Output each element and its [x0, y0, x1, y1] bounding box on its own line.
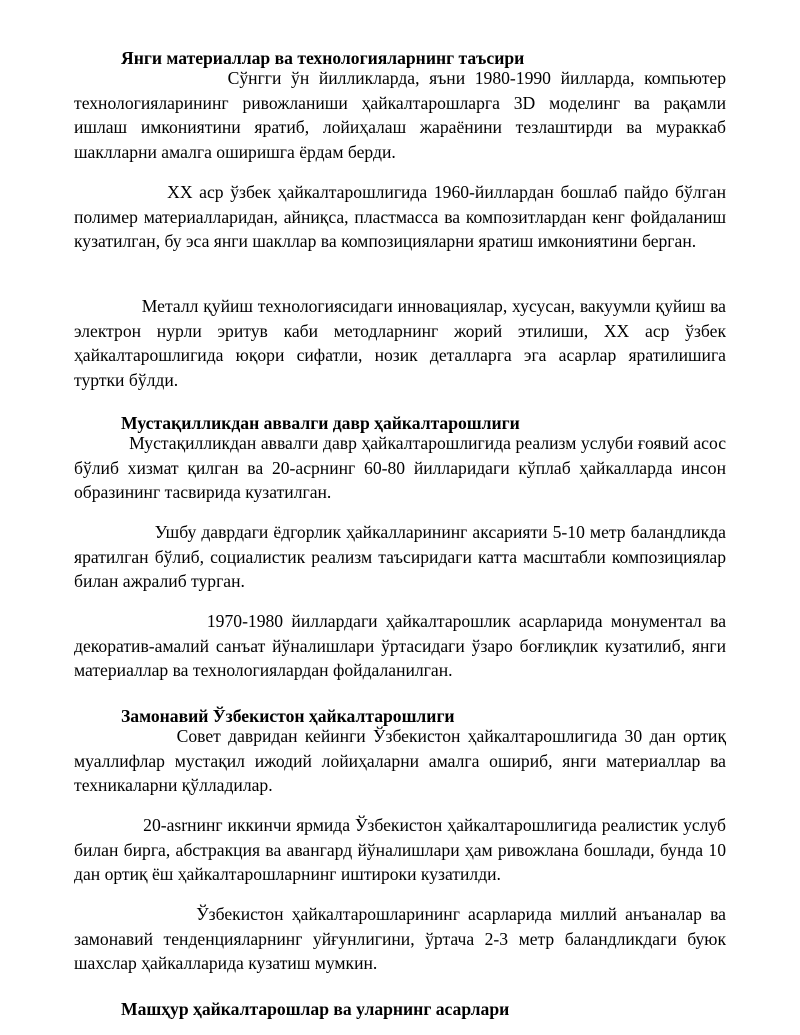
paragraph: Металл қуйиш технологиясидаги инновациялар, хусусан, вакуумли қуйиш ва электрон нурли эритув каби методларнинг жорий этилиши, ХХ аср ўзбек ҳайкалтарошлигида юқори сифатли, нозик деталларга эга асарлар яратилишига туртки бўлди. — [74, 296, 726, 390]
paragraph: Совет давридан кейинги Ўзбекистон ҳайкалтарошлигида 30 дан ортиқ муаллифлар мустақил ижодий лойиҳаларни амалга ошириб, янги материаллар ва техникаларни қўлладилар. — [74, 726, 726, 795]
paragraph: ХХ аср ўзбек ҳайкалтарошлигида 1960-йиллардан бошлаб пайдо бўлган полимер материалларидан, айниқса, пластмасса ва композитлардан кенг фойдаланиш кузатилган, бу эса янги шакллар ва композицияларни яратиш имкониятини берган. — [74, 182, 726, 251]
paragraph: Ўзбекистон ҳайкалтарошларининг асарларида миллий анъаналар ва замонавий тенденцияларнинг уйғунлигини, ўртача 2-3 метр баландликдаги буюк шахслар ҳайкалларида кузатиш мумкин. — [74, 904, 726, 973]
paragraph: Сўнгги ўн йилликларда, яъни 1980-1990 йилларда, компьютер технологияларининг ривожланиши ҳайкалтарошларга 3D моделинг ва рақамли ишлаш имкониятини яратиб, лойиҳалаш жараёнини тезлаштирди ва мураккаб шаклларни амалга оширишга ёрдам берди. — [74, 68, 726, 162]
paragraph: 20-asrнинг иккинчи ярмида Ўзбекистон ҳайкалтарошлигида реалистик услуб билан бирга, абстракция ва авангард йўналишлари ҳам ривожлана бошлади, бунда 10 дан ортиқ ёш ҳайкалтарошларнинг иштироки кузатилди. — [74, 815, 726, 884]
section-heading-pre-independence: Мустақилликдан аввалги давр ҳайкалтарошлиги — [121, 413, 520, 433]
paragraph: Ушбу даврдаги ёдгорлик ҳайкалларининг аксарияти 5-10 метр баландликда яратилган бўлиб, социалистик реализм таъсиридаги катта масштабли композициялар билан ажралиб турган. — [74, 522, 726, 591]
paragraph: 1970-1980 йиллардаги ҳайкалтарошлик асарларида монументал ва декоратив-амалий санъат йўналишлари ўртасидаги ўзаро боғлиқлик кузатилиб, янги материаллар ва технологиялардан фойдаланилган. — [74, 611, 726, 680]
paragraph: Мустақилликдан аввалги давр ҳайкалтарошлигида реализм услуби ғоявий асос бўлиб хизмат қилган ва 20-асрнинг 60-80 йилларидаги кўплаб ҳайкалларда инсон образининг тасвирида кузатилган. — [74, 433, 726, 502]
section-heading-new-materials: Янги материаллар ва технологияларнинг таъсири — [121, 48, 525, 68]
section-heading-famous-sculptors: Машҳур ҳайкалтарошлар ва уларнинг асарлари — [121, 999, 510, 1019]
section-heading-modern-uzbekistan: Замонавий Ўзбекистон ҳайкалтарошлиги — [121, 706, 455, 726]
